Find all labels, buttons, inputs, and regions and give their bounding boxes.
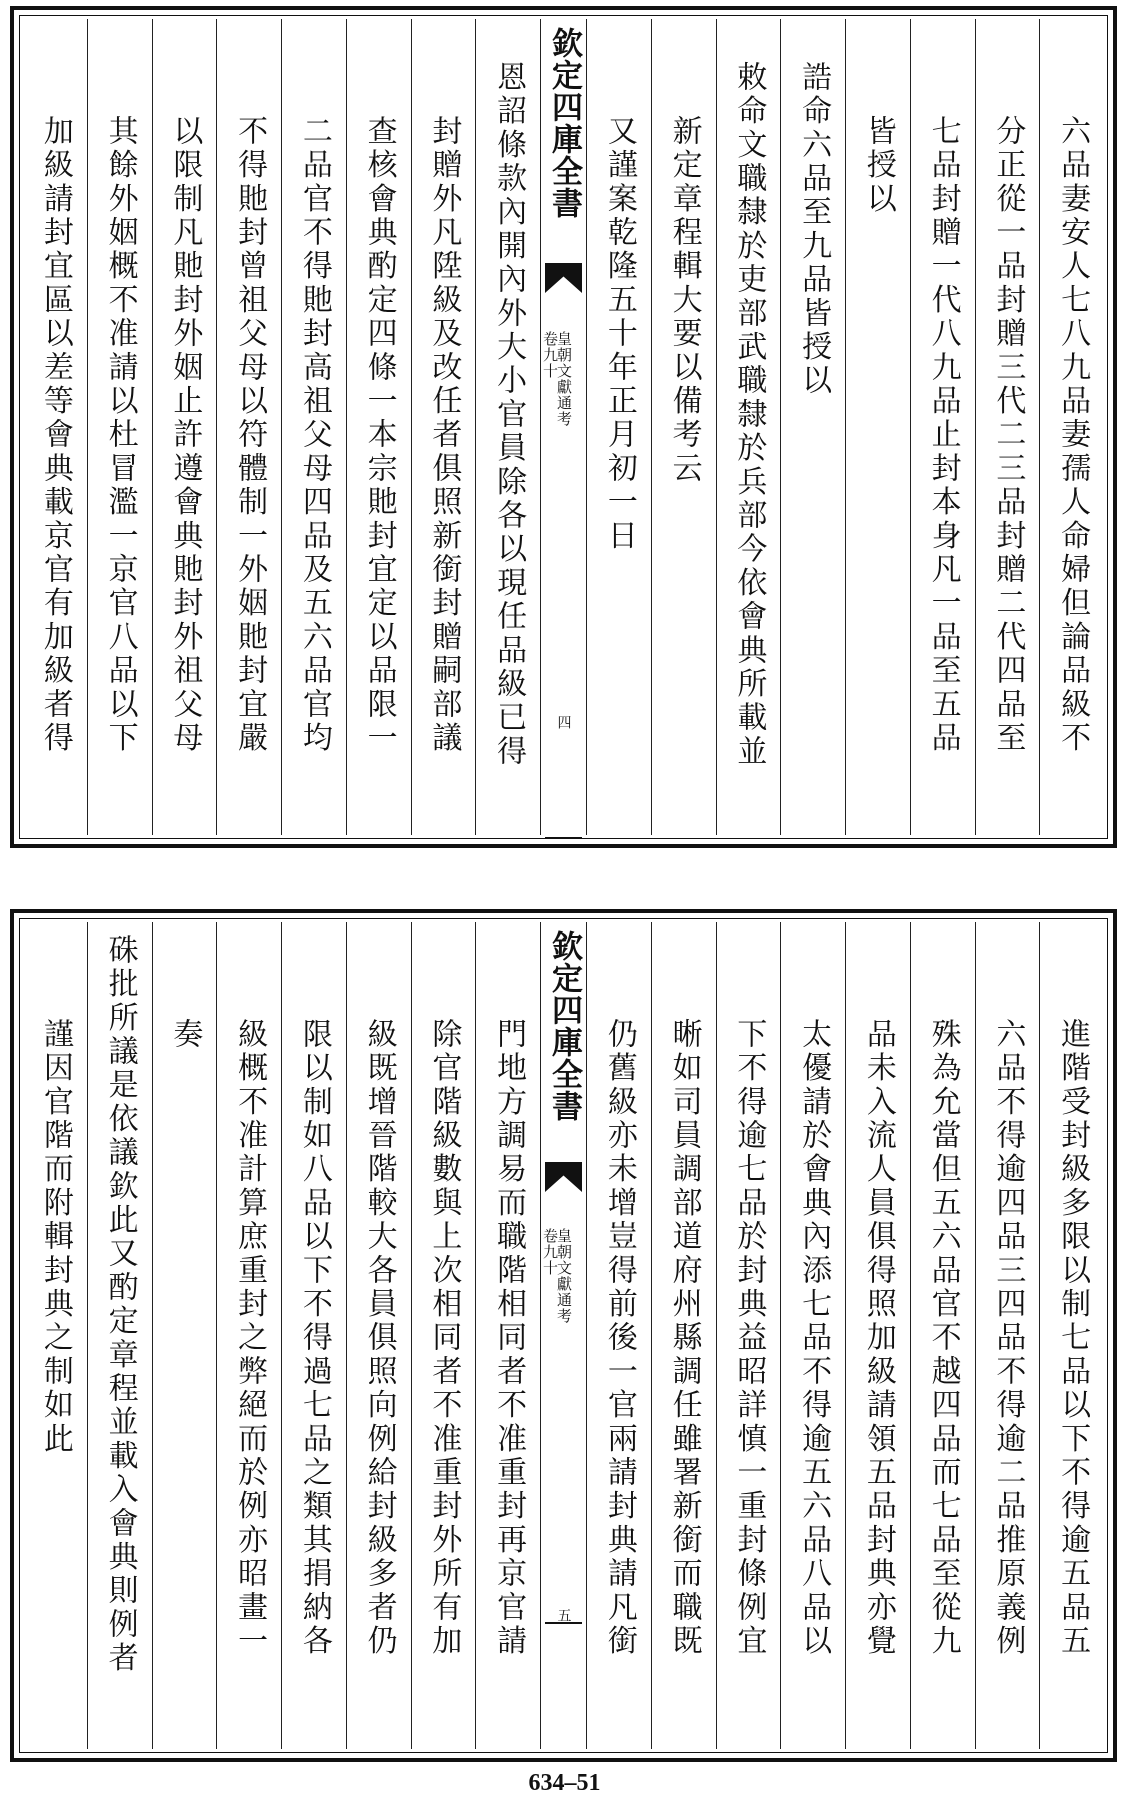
text-column: 加級請封宜區以差等會典載京官有加級者得 — [37, 115, 73, 756]
text-column: 封贈外凡陞級及改任者俱照新銜封贈嗣部議 — [411, 19, 476, 835]
lower-page-columns — [23, 922, 1104, 1749]
text-column: 誥命六品至九品皆授以 — [780, 19, 845, 835]
leaf-number: 四 — [555, 715, 572, 729]
text-column: 皆授以 — [845, 19, 910, 835]
text-column: 不得貤封曾祖父母以符體制一外姻貤封宜嚴 — [216, 19, 281, 835]
text-column: 進階受封級多限以制七品以下不得逾五品五 — [1039, 922, 1104, 1749]
book-title-banner: 欽定四庫全書 — [546, 27, 582, 219]
center-rule — [545, 837, 582, 839]
text-column: 以限制凡貤封外姻止許遵會典貤封外祖父母 — [152, 19, 217, 835]
text-column: 限以制如八品以下不得過七品之類其捐納各 — [281, 922, 346, 1749]
text-column: 除官階級數與上次相同者不准重封外所有加 — [411, 922, 476, 1749]
center-rule — [545, 1622, 582, 1624]
text-column: 又謹案乾隆五十年正月初一日 — [586, 19, 651, 835]
text-column: 七品封贈一代八九品止封本身凡一品至五品 — [910, 19, 975, 835]
center-fold-column — [540, 922, 586, 1749]
text-column: 敕命文職隸於吏部武職隸於兵部今依會典所載並 — [716, 19, 781, 835]
text-column: 硃批所議是依議欽此又酌定章程並載入會典則例者 — [87, 922, 152, 1749]
text-column: 級概不准計算庶重封之弊絕而於例亦昭畫一 — [216, 922, 281, 1749]
text-column: 謹因官階而附輯封典之制如此 — [37, 1018, 73, 1457]
upper-page — [10, 6, 1117, 848]
text-column: 新定章程輯大要以備考云 — [651, 19, 716, 835]
text-column: 仍舊級亦未增豈得前後一官兩請封典請凡銜 — [586, 922, 651, 1749]
text-column: 品未入流人員俱得照加級請領五品封典亦覺 — [845, 922, 910, 1749]
book-subtitle: 皇朝文獻通考 — [555, 331, 573, 427]
text-column: 查核會典酌定四條一本宗貤封宜定以品限一 — [346, 19, 411, 835]
text-column: 恩詔條款內開內外大小官員除各以現任品級已得 — [475, 19, 540, 835]
text-column: 二品官不得貤封高祖父母四品及五六品官均 — [281, 19, 346, 835]
text-column: 分正從一品封贈三代二三品封贈二代四品至 — [975, 19, 1040, 835]
volume-label: 卷九十 — [541, 331, 559, 379]
page-footer-number: 634–51 — [528, 1770, 601, 1796]
text-column: 殊為允當但五六品官不越四品而七品至從九 — [910, 922, 975, 1749]
text-column: 六品妻安人七八九品妻孺人命婦但論品級不 — [1039, 19, 1104, 835]
text-column: 其餘外姻概不准請以杜冒濫一京官八品以下 — [87, 19, 152, 835]
fishtail-mark — [545, 1162, 582, 1192]
book-title-banner: 欽定四庫全書 — [546, 930, 582, 1122]
lower-page — [10, 909, 1117, 1762]
text-column: 晰如司員調部道府州縣調任雖署新銜而職既 — [651, 922, 716, 1749]
text-column: 下不得逾七品於封典益昭詳慎一重封條例宜 — [716, 922, 781, 1749]
fishtail-mark — [545, 263, 582, 293]
text-column: 奏 — [152, 922, 217, 1749]
volume-label: 卷九十 — [541, 1228, 559, 1276]
text-column: 六品不得逾四品三四品不得逾二品推原義例 — [975, 922, 1040, 1749]
text-column: 門地方調易而職階相同者不准重封再京官請 — [475, 922, 540, 1749]
leaf-number: 五 — [555, 1608, 572, 1622]
text-column: 級既增晉階較大各員俱照向例給封級多者仍 — [346, 922, 411, 1749]
upper-page-columns — [23, 19, 1104, 835]
book-subtitle: 皇朝文獻通考 — [555, 1228, 573, 1324]
center-fold-column — [540, 19, 586, 835]
text-column: 太優請於會典內添七品不得逾五六品八品以 — [780, 922, 845, 1749]
